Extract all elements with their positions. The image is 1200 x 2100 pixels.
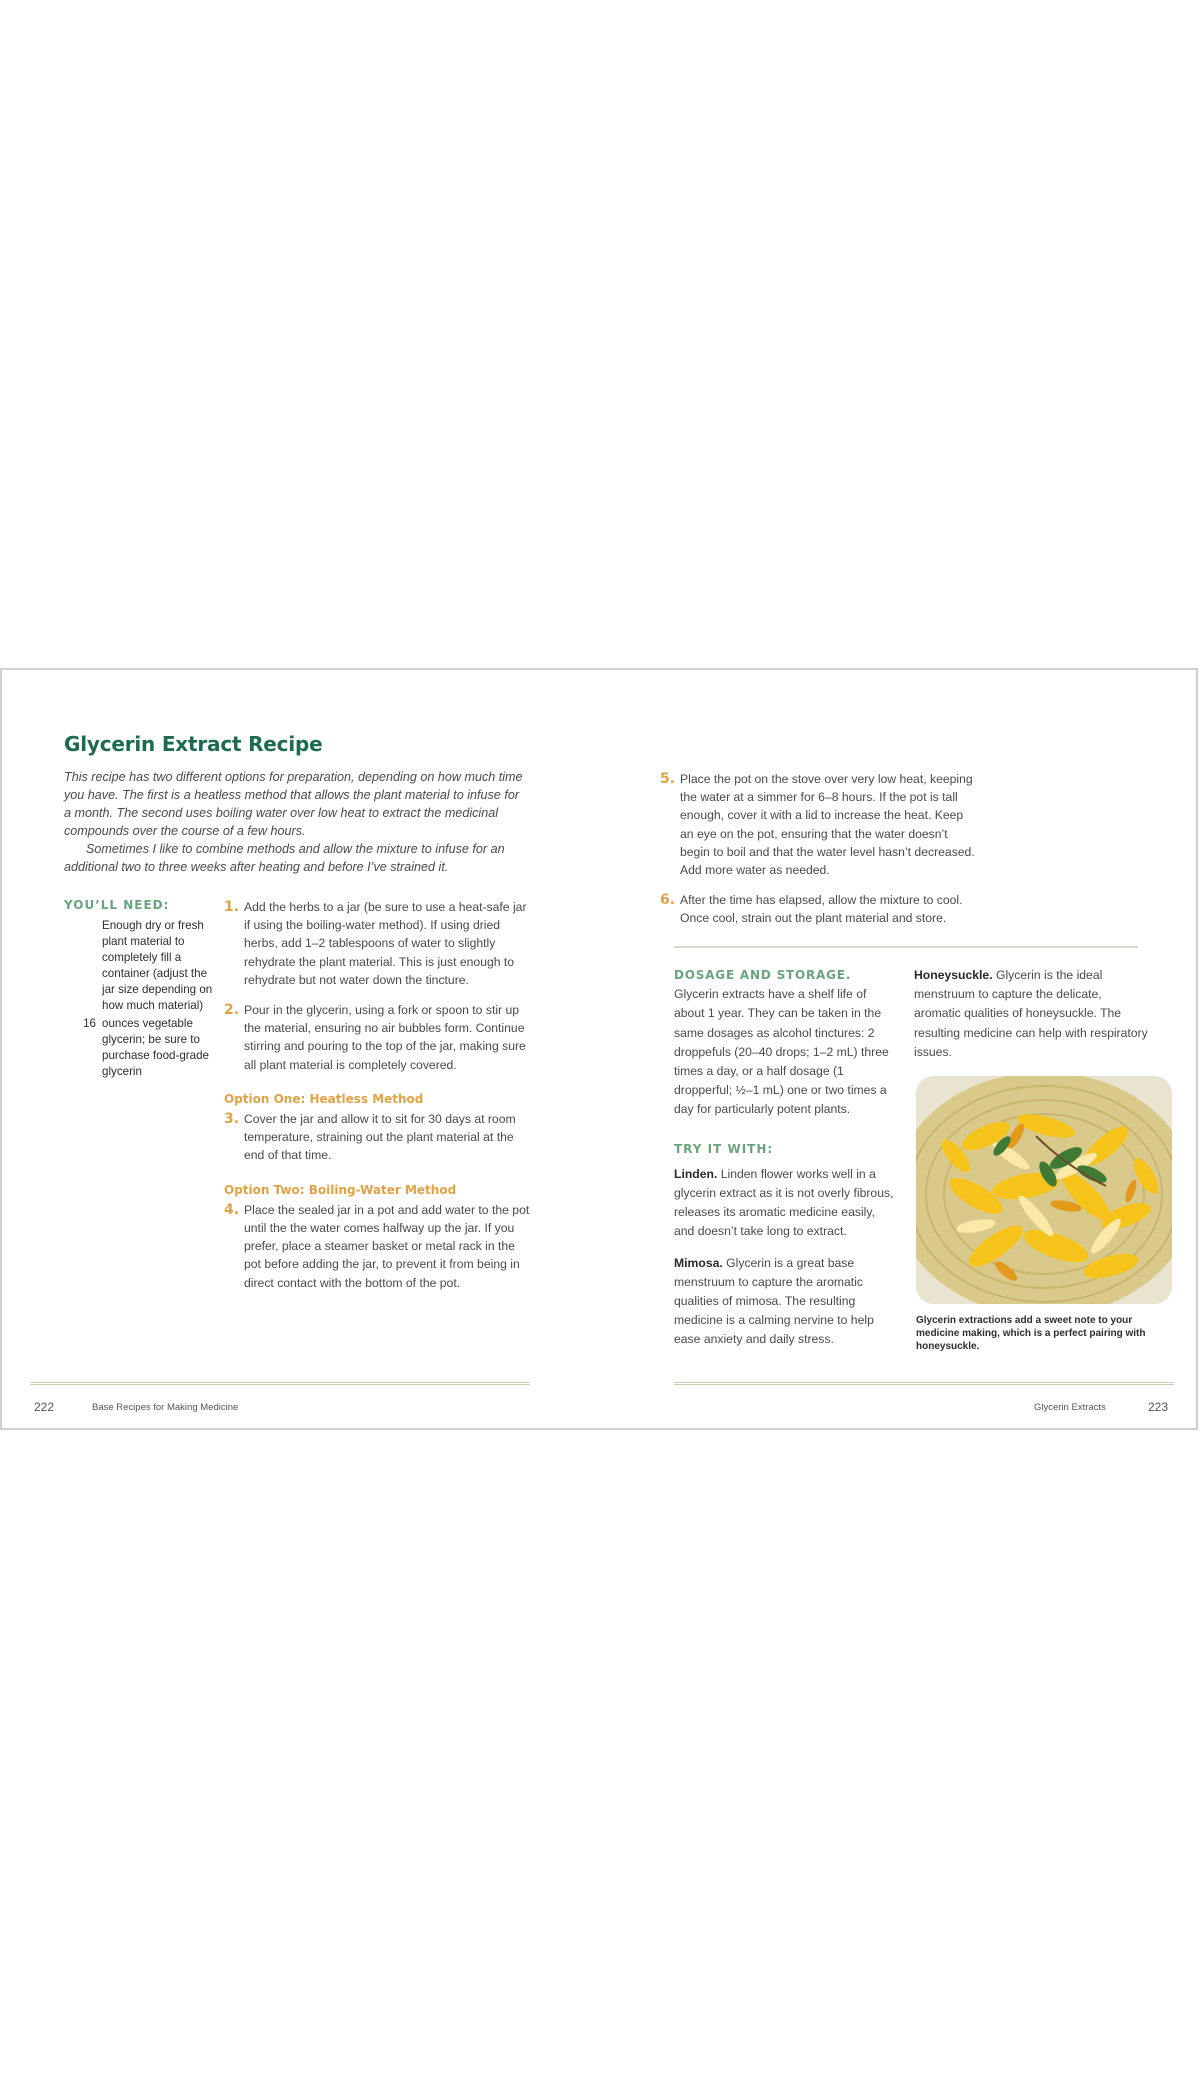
page-number: 222: [34, 1400, 55, 1414]
ingredients-list: [64, 898, 214, 1082]
steps-list: [660, 770, 980, 940]
intro-paragraph: This recipe has two different options for preparation, depending on how much time you have. The first is a heatless method that allows the plant material to infuse for a month. The second uses boiling water over low heat to extract the medicinal compounds over the course of a few hours.: [64, 770, 523, 838]
ingredient-text: Enough dry or fresh plant material to completely fill a container (adjust the jar size depending on how much material): [102, 919, 213, 1012]
ingredient-item: [64, 1016, 214, 1080]
step-number: 2.: [224, 1002, 240, 1019]
honeysuckle-basket-illustration: [916, 1076, 1172, 1304]
ingredient-item: [64, 918, 214, 1014]
steps-list: [224, 898, 530, 1304]
step-text: After the time has elapsed, allow the mixture to cool. Once cool, strain out the plant material and store.: [680, 893, 963, 926]
ingredients-heading: YOU’LL NEED:: [64, 898, 170, 912]
step-item: [224, 1110, 530, 1165]
mimosa-lead: Mimosa.: [674, 1255, 723, 1270]
linden-paragraph: [674, 1165, 898, 1242]
running-head: Glycerin Extracts: [1034, 1402, 1106, 1413]
footer-rule: [674, 1382, 1174, 1385]
mimosa-text: Glycerin is a great base menstruum to capture the aromatic qualities of mimosa. The resulting medicine is a calming nervine to help ease anxiety and daily stress.: [674, 1255, 874, 1347]
step-item: [224, 1201, 530, 1292]
linden-lead: Linden.: [674, 1166, 718, 1181]
footer-rule: [30, 1382, 530, 1385]
dosage-heading: DOSAGE AND STORAGE.: [674, 968, 852, 982]
photo-caption: Glycerin extractions add a sweet note to your medicine making, which is a perfect pairing with honeysuckle.: [916, 1315, 1146, 1353]
ingredient-text: ounces vegetable glycerin; be sure to purchase food-grade glycerin: [102, 1017, 209, 1078]
try-it-heading: TRY IT WITH:: [674, 1141, 774, 1156]
page-number: 223: [1148, 1400, 1169, 1414]
dosage-column: [674, 966, 898, 1362]
step-item: [224, 898, 530, 989]
dosage-paragraph: [674, 966, 898, 1120]
step-text: Place the pot on the stove over very low heat, keeping the water at a simmer for 6–8 hours. If the pot is tall enough, cover it with a lid to increase the heat. Keep an eye on the pot, ensuring that the water doesn’t begin to boil and that the water level hasn’t decreased. Add more water as needed.: [680, 772, 975, 878]
step-text: Cover the jar and allow it to sit for 30 days at room temperature, straining out the plant material at the end of that time.: [244, 1112, 516, 1163]
linden-text: Linden flower works well in a glycerin extract as it is not overly fibrous, releases its aromatic medicine easily, and doesn’t take long to extract.: [674, 1166, 894, 1239]
dosage-text: Glycerin extracts have a shelf life of about 1 year. They can be taken in the same dosages as alcohol tinctures: 2 droppefuls (20–40 drops; 1–2 mL) three times a day, or a half dosage (1 dropperful; ½–1 mL) one or two times a day for particularly potent plants.: [674, 987, 889, 1117]
step-text: Add the herbs to a jar (be sure to use a heat-safe jar if using the boiling-water method). If using dried herbs, add 1–2 tablespoons of water to slightly rehydrate the plant material. This is just enough to rehydrate but not water down the tincture.: [244, 900, 527, 987]
honeysuckle-paragraph: [914, 966, 1150, 1062]
intro-paragraph: Sometimes I like to combine methods and allow the mixture to infuse for an additional two to three weeks after heating and before I’ve strained it.: [64, 842, 505, 874]
honeysuckle-column: [914, 966, 1150, 1062]
honeysuckle-text: Glycerin is the ideal menstruum to capture the delicate, aromatic qualities of honeysuckle. The resulting medicine can help with respiratory issues.: [914, 968, 1148, 1059]
step-number: 3.: [224, 1111, 240, 1128]
option-two-heading: Option Two: Boiling-Water Method: [224, 1182, 457, 1197]
step-text: Pour in the glycerin, using a fork or spoon to stir up the material, ensuring no air bubbles form. Continue stirring and pouring to the top of the jar, making sure all plant material is completely covered.: [244, 1003, 526, 1072]
mimosa-paragraph: [674, 1254, 898, 1350]
step-text: Place the sealed jar in a pot and add water to the pot until the the water comes halfway up the jar. If you prefer, place a steamer basket or metal rack in the pot before adding the jar, to prevent it from being in direct contact with the bottom of the pot.: [244, 1202, 530, 1290]
option-one-heading: Option One: Heatless Method: [224, 1091, 424, 1106]
step-number: 4.: [224, 1201, 240, 1218]
honeysuckle-lead: Honeysuckle.: [914, 968, 993, 982]
section-divider: [674, 946, 1138, 948]
ingredient-quantity: [64, 918, 102, 1014]
step-number: 6.: [660, 892, 676, 909]
intro-paragraphs: [64, 768, 526, 876]
step-item: [224, 1001, 530, 1074]
step-number: 1.: [224, 899, 240, 915]
left-page: [2, 670, 602, 1428]
ingredient-quantity: 16: [83, 1017, 96, 1030]
step-item: [660, 891, 980, 927]
step-item: [660, 770, 980, 879]
recipe-title: Glycerin Extract Recipe: [64, 732, 323, 756]
step-number: 5.: [660, 771, 676, 787]
running-head: Base Recipes for Making Medicine: [92, 1402, 239, 1413]
book-spread: [0, 668, 1198, 1430]
honeysuckle-photo: [916, 1076, 1172, 1304]
right-page: [602, 670, 1200, 1428]
